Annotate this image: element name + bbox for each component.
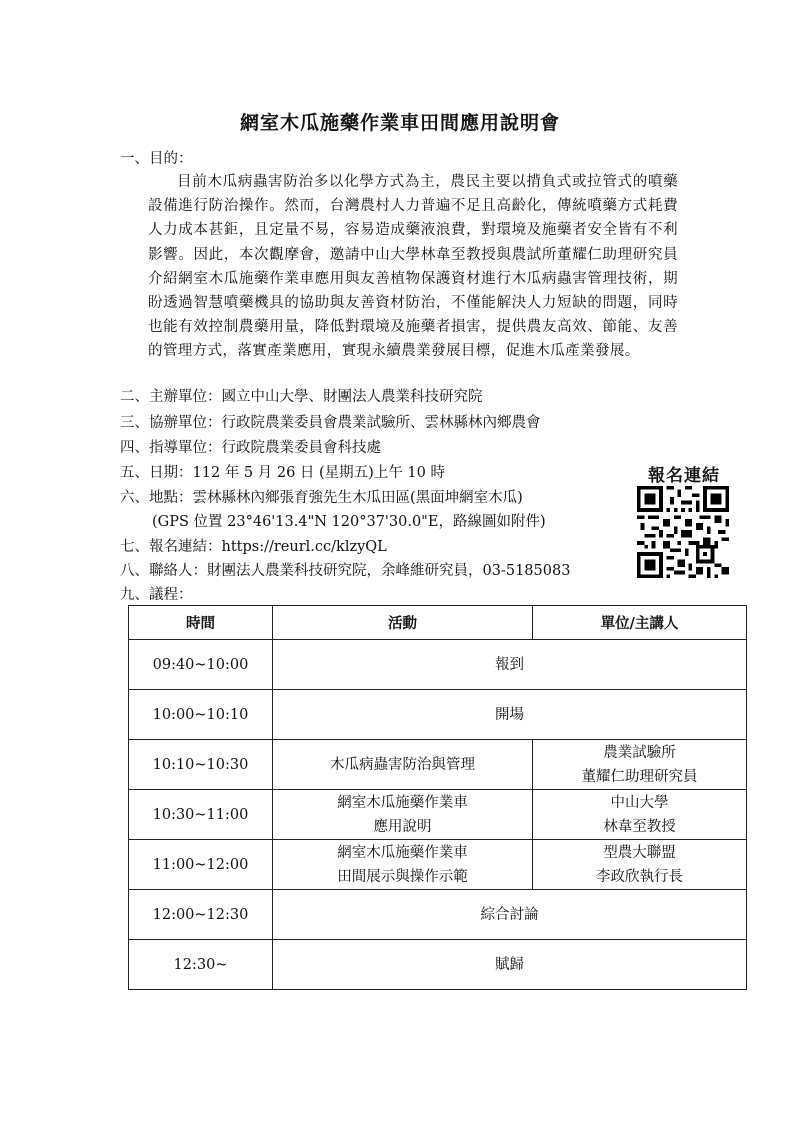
row-activity: 開場: [273, 690, 747, 740]
speaker-name: 林韋至教授: [603, 818, 676, 835]
contact-line: 八、聯絡人：財團法人農業科技研究院，余峰維研究員，03-5185083: [120, 563, 571, 579]
header-time: 時間: [129, 606, 273, 640]
document-title: 網室木瓜施藥作業車田間應用說明會: [239, 112, 560, 134]
row-speaker: [533, 840, 747, 890]
row-activity: [273, 790, 533, 840]
gps-line: (GPS 位置 23°46'13.4"N 120°37'30.0"E，路線圖如附件): [152, 514, 546, 530]
header-activity: 活動: [273, 606, 533, 640]
row-activity: 報到: [273, 640, 747, 690]
speaker-name: 董耀仁助理研究員: [581, 768, 698, 785]
row-activity: 木瓜病蟲害防治與管理: [273, 740, 533, 790]
agenda-heading: 九、議程：: [120, 587, 193, 603]
row-time: 10:30~11:00: [129, 790, 273, 840]
table-row: [129, 690, 747, 740]
row-time: 11:00~12:00: [129, 840, 273, 890]
row-activity: [273, 840, 533, 890]
table-row: [129, 940, 747, 990]
activity-line-1: 網室木瓜施藥作業車: [337, 844, 468, 861]
location-line: 六、地點：雲林縣林內鄉張育強先生木瓜田區(黑面坤網室木瓜): [120, 490, 523, 506]
advisor-line: 四、指導單位：行政院農業委員會科技處: [120, 440, 381, 456]
purpose-paragraph: 目前木瓜病蟲害防治多以化學方式為主，農民主要以揹負式或拉管式的噴藥設備進行防治操作。然而，台灣農村人力普遍不足且高齡化，傳統噴藥方式耗費人力成本甚鉅，且定量不易，容易造成藥液浪費，對環境及施藥者安全皆有不利影響。因此，本次觀摩會，邀請中山大學林韋至教授與農試所董耀仁助理研究員介紹網室木瓜施藥作業車應用與友善植物保護資材進行木瓜病蟲害管理技術，期盼透過智慧噴藥機具的協助與友善資材防治，不僅能解決人力短缺的問題，同時也能有效控制農藥用量，降低對環境及施藥者損害，提供農友高效、節能、友善的管理方式，落實產業應用，實現永續農業發展目標，促進木瓜產業發展。: [148, 174, 678, 360]
row-activity: 綜合討論: [273, 890, 747, 940]
activity-line-2: 應用說明: [373, 818, 432, 835]
table-row: [129, 740, 747, 790]
qr-label: 報名連結: [648, 466, 720, 486]
registration-link-line[interactable]: 七、報名連結：https://reurl.cc/klzyQL: [120, 539, 387, 555]
speaker-name: 李政欣執行長: [596, 868, 683, 885]
table-row: [129, 790, 747, 840]
agenda-table: [128, 605, 747, 990]
date-line: 五、日期：112 年 5 月 26 日 (星期五)上午 10 時: [120, 465, 445, 481]
speaker-org: 農業試驗所: [603, 744, 676, 761]
co-organizer-line: 三、協辦單位：行政院農業委員會農業試驗所、雲林縣林內鄉農會: [120, 415, 541, 431]
qr-code-icon[interactable]: [637, 486, 729, 578]
purpose-heading: 一、目的：: [120, 151, 193, 167]
speaker-org: 中山大學: [610, 794, 669, 811]
row-speaker: [533, 790, 747, 840]
activity-line-2: 田間展示與操作示範: [337, 868, 468, 885]
row-time: 10:00~10:10: [129, 690, 273, 740]
activity-line-1: 網室木瓜施藥作業車: [337, 794, 468, 811]
agenda-header-row: [129, 606, 747, 640]
row-time: 09:40~10:00: [129, 640, 273, 690]
organizer-line: 二、主辦單位：國立中山大學、財團法人農業科技研究院: [120, 389, 483, 405]
row-time: 12:30~: [129, 940, 273, 990]
table-row: [129, 640, 747, 690]
speaker-org: 型農大聯盟: [603, 844, 676, 861]
row-time: 10:10~10:30: [129, 740, 273, 790]
row-speaker: [533, 740, 747, 790]
row-time: 12:00~12:30: [129, 890, 273, 940]
table-row: [129, 890, 747, 940]
table-row: [129, 840, 747, 890]
row-activity: 賦歸: [273, 940, 747, 990]
header-speaker: 單位/主講人: [533, 606, 747, 640]
